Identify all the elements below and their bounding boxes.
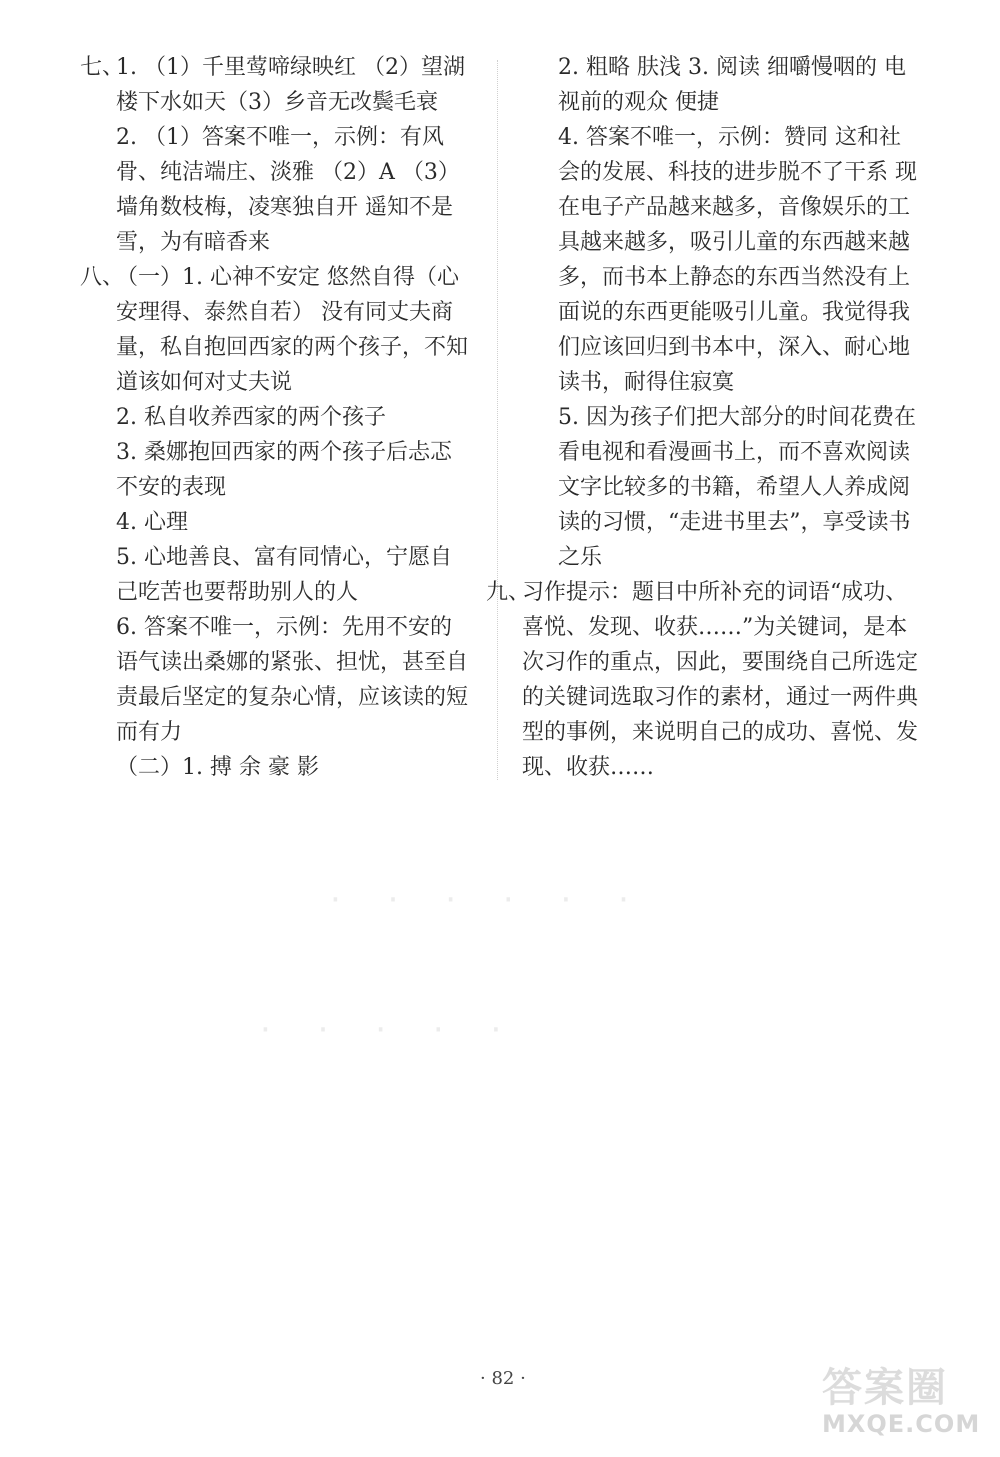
section-seven <box>80 50 470 260</box>
answer-8-2-4: 4. 答案不唯一，示例：赞同 这和社会的发展、科技的进步脱不了干系 现在电子产品越来越多，音像娱乐的工具越来越多，吸引儿童的东西越来越多，而书本上静态的东西当然没有上面说的东西更能吸引儿童。我觉得我们应该回归到书本中，深入、耐心地读书，耐得住寂寞 <box>558 125 917 395</box>
section-eight <box>80 260 470 785</box>
page-number: · 82 · <box>480 1368 526 1389</box>
section-eight-number: 八、 <box>80 265 125 290</box>
right-column <box>486 50 922 785</box>
section-eight-continued <box>522 50 922 575</box>
section-seven-number: 七、 <box>80 55 125 80</box>
answer-8-2-5: 5. 因为孩子们把大部分的时间花费在看电视和看漫画书上，而不喜欢阅读文字比较多的书籍，希望人人养成阅读的习惯，“走进书里去”，享受读书之乐 <box>558 405 916 570</box>
answer-8-2-2: 2. 粗略 肤浅 3. 阅读 细嚼慢咽的 电视前的观众 便捷 <box>558 55 906 115</box>
answer-8-1-5: 5. 心地善良、富有同情心，宁愿自己吃苦也要帮助别人的人 <box>116 545 452 605</box>
answer-7-1: 1. （1）千里莺啼绿映红 （2）望湖楼下水如天（3）乡音无改鬓毛衰 <box>116 55 465 115</box>
answer-8-1-2: 2. 私自收养西家的两个孩子 <box>116 405 386 430</box>
faint-show-through-text: · · · · · · <box>330 880 647 920</box>
section-nine-number: 九、 <box>486 580 531 605</box>
answer-8-1-3: 3. 桑娜抱回西家的两个孩子后忐忑不安的表现 <box>116 440 452 500</box>
answer-8-1-1: （一）1. 心神不安定 悠然自得（心安理得、泰然自若） 没有同丈夫商量，私自抱回西家的两个孩子，不知道该如何对丈夫说 <box>116 265 469 395</box>
answer-8-1-4: 4. 心理 <box>116 510 188 535</box>
watermark-top-text: 答案圈 <box>822 1365 948 1411</box>
answer-9: 习作提示：题目中所补充的词语“成功、喜悦、发现、收获……”为关键词，是本次习作的重点，因此，要围绕自己所选定的关键词选取习作的素材，通过一两件典型的事例，来说明自己的成功、喜悦、发现、收获…… <box>522 580 919 780</box>
section-nine <box>486 575 922 785</box>
answer-8-1-6: 6. 答案不唯一，示例：先用不安的语气读出桑娜的紧张、担忧，甚至自责最后坚定的复杂心情，应该读的短而有力 <box>116 615 469 745</box>
answer-7-2: 2. （1）答案不唯一，示例：有风骨、纯洁端庄、淡雅 （2）A （3）墙角数枝梅，凌寒独自开 遥知不是雪，为有暗香来 <box>116 125 460 255</box>
answer-8-2-1: （二）1. 搏 余 豪 影 <box>116 755 319 780</box>
left-column <box>80 50 470 785</box>
site-watermark-logo <box>822 1366 982 1450</box>
faint-show-through-text-2: · · · · · <box>260 1010 520 1050</box>
watermark-bottom-text: MXQE.COM <box>822 1410 981 1438</box>
